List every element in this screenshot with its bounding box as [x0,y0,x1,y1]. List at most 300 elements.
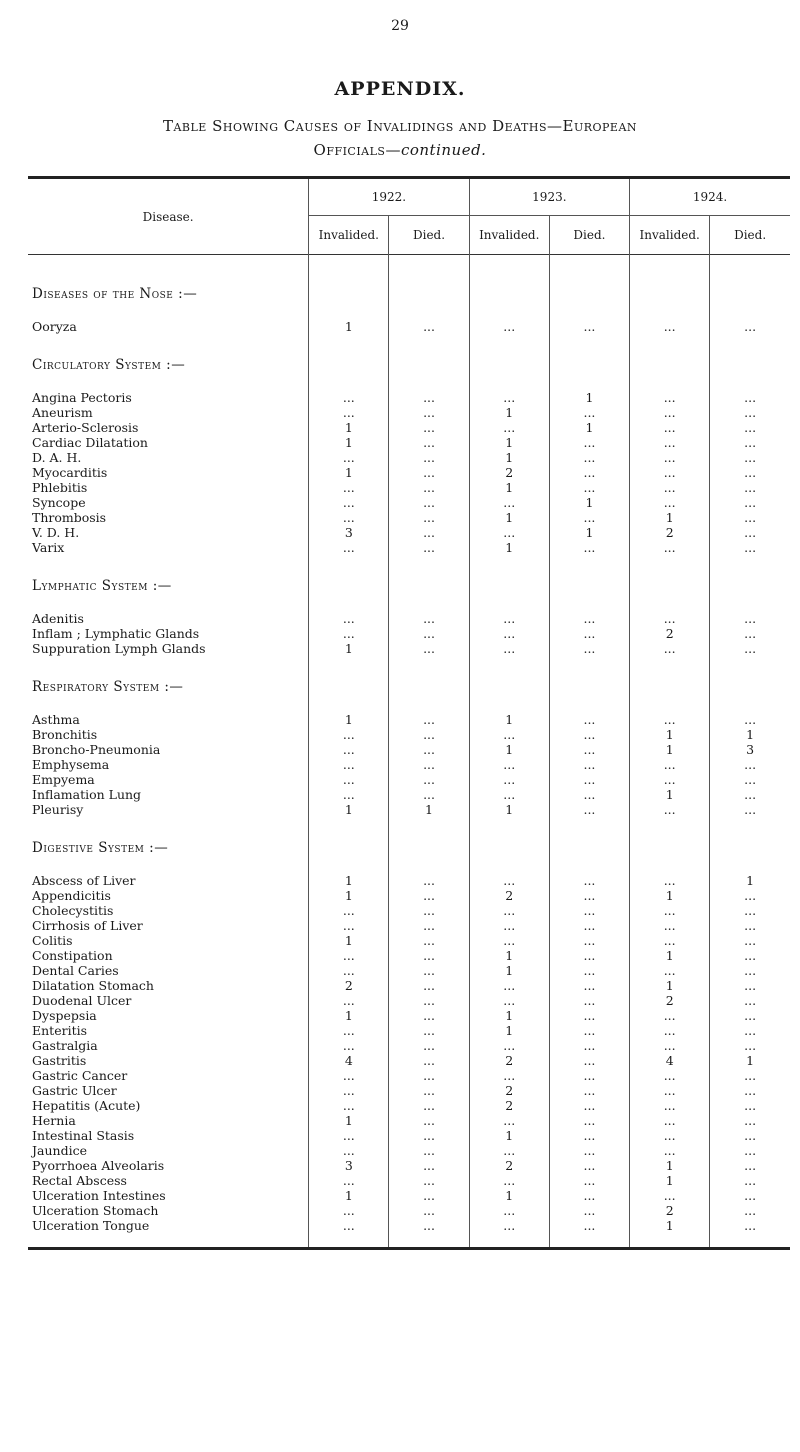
value-cell: ... [549,1158,629,1173]
value-cell: ... [549,1143,629,1158]
value-cell: ... [549,450,629,465]
value-cell: ... [549,435,629,450]
disease-name [28,465,309,480]
table-title-line2-italic: continued. [400,141,487,159]
value-cell: ... [710,918,790,933]
disease-name [28,540,309,555]
value-cell: ... [549,1188,629,1203]
value-cell: 1 [630,978,710,993]
value-cell: ... [630,1083,710,1098]
value-cell: 1 [469,405,549,420]
value-cell: ... [549,727,629,742]
value-cell: 2 [469,888,549,903]
table-row [28,757,790,772]
value-cell: ... [389,641,469,656]
value-cell: ... [469,933,549,948]
value-cell: 1 [309,1113,389,1128]
value-cell: ... [549,802,629,817]
value-cell: ... [710,903,790,918]
value-cell: ... [389,993,469,1008]
disease-name [28,1038,309,1053]
value-cell: ... [309,742,389,757]
table-row [28,510,790,525]
value-cell: ... [630,1038,710,1053]
disease-name [28,525,309,540]
value-cell: 4 [630,1053,710,1068]
value-cell: ... [309,993,389,1008]
value-cell: ... [389,1023,469,1038]
value-cell: ... [710,495,790,510]
disease-label: Adenitis [32,611,84,626]
disease-name [28,420,309,435]
value-cell: 1 [309,465,389,480]
value-cell: ... [309,757,389,772]
value-cell: ... [630,1128,710,1143]
disease-label: Emphysema [32,757,110,772]
value-cell: ... [469,390,549,405]
value-cell: 1 [309,802,389,817]
value-cell: ... [389,1188,469,1203]
value-cell: 1 [469,802,549,817]
value-cell: 1 [630,727,710,742]
disease-label: Dyspepsia [32,1008,97,1023]
value-cell: ... [549,742,629,757]
table-row [28,918,790,933]
disease-name [28,641,309,656]
value-cell: ... [309,1218,389,1233]
section-header-row [28,817,790,859]
disease-label: Dental Caries [32,963,119,978]
disease-name [28,450,309,465]
value-cell: ... [549,1113,629,1128]
value-cell: ... [389,772,469,787]
table-row [28,1098,790,1113]
value-cell: ... [389,1143,469,1158]
disease-name [28,802,309,817]
disease-name [28,933,309,948]
value-cell: ... [630,1113,710,1128]
value-cell: 2 [469,465,549,480]
value-cell: 3 [710,742,790,757]
value-cell: 1 [549,420,629,435]
table-row [28,1203,790,1218]
table-body [28,255,790,1249]
value-cell: ... [309,450,389,465]
value-cell: 1 [549,525,629,540]
value-cell: ... [549,1053,629,1068]
disease-label: Enteritis [32,1023,88,1038]
value-cell: ... [630,1023,710,1038]
value-cell: ... [389,712,469,727]
value-cell: ... [389,1218,469,1233]
table-row [28,450,790,465]
value-cell: 1 [469,1023,549,1038]
value-cell: ... [469,727,549,742]
value-cell: ... [309,1173,389,1188]
value-cell: ... [549,319,629,334]
disease-name [28,742,309,757]
value-cell: ... [389,626,469,641]
value-cell: ... [469,1113,549,1128]
value-cell: ... [710,933,790,948]
disease-label: Inflam ; Lymphatic Glands [32,626,200,641]
value-cell: ... [309,1068,389,1083]
value-cell: ... [630,390,710,405]
table-row [28,1053,790,1068]
disease-name [28,1128,309,1143]
value-cell: ... [309,510,389,525]
value-cell: ... [630,405,710,420]
table-row [28,903,790,918]
value-cell: ... [309,390,389,405]
value-cell: 1 [469,1008,549,1023]
value-cell: 1 [630,948,710,963]
value-cell: ... [389,435,469,450]
disease-name [28,611,309,626]
value-cell: ... [549,963,629,978]
value-cell: ... [469,873,549,888]
value-cell: ... [389,787,469,802]
disease-name [28,1083,309,1098]
sub-header-died-1922: Died. [389,216,469,255]
value-cell: 2 [630,525,710,540]
value-cell: ... [630,1098,710,1113]
value-cell: ... [309,1203,389,1218]
value-cell: ... [710,787,790,802]
causes-table-container [28,176,790,1250]
value-cell: ... [389,1038,469,1053]
disease-label: Dilatation Stomach [32,978,154,993]
table-row [28,525,790,540]
disease-label: Constipation [32,948,113,963]
value-cell: 1 [309,1008,389,1023]
value-cell: ... [710,757,790,772]
disease-label: Suppuration Lymph Glands [32,641,206,656]
table-title [0,114,800,162]
value-cell: ... [389,390,469,405]
value-cell: ... [389,757,469,772]
value-cell: ... [630,420,710,435]
value-cell: ... [630,1068,710,1083]
table-row [28,626,790,641]
table-title-line2-plain: Officials— [313,141,401,159]
value-cell: 1 [630,510,710,525]
value-cell: ... [710,1203,790,1218]
value-cell: ... [309,405,389,420]
value-cell: ... [710,712,790,727]
value-cell: 2 [469,1158,549,1173]
value-cell: ... [630,772,710,787]
value-cell: 1 [710,727,790,742]
value-cell: ... [630,540,710,555]
value-cell: ... [549,480,629,495]
table-title-line2 [0,138,800,162]
value-cell: ... [389,978,469,993]
value-cell: ... [389,1098,469,1113]
disease-name [28,390,309,405]
table-row [28,1128,790,1143]
value-cell: ... [549,405,629,420]
table-row [28,611,790,626]
value-cell: 2 [630,626,710,641]
disease-label: Angina Pectoris [32,390,132,405]
value-cell: ... [389,948,469,963]
disease-label: Cholecystitis [32,903,114,918]
disease-name [28,787,309,802]
value-cell: ... [389,1113,469,1128]
value-cell: ... [549,1173,629,1188]
value-cell: ... [710,1218,790,1233]
disease-name [28,727,309,742]
value-cell: ... [710,963,790,978]
value-cell: 1 [309,873,389,888]
value-cell: 1 [630,1218,710,1233]
value-cell: 1 [469,480,549,495]
value-cell: ... [710,772,790,787]
value-cell: ... [630,1008,710,1023]
value-cell: 1 [469,963,549,978]
value-cell: ... [710,1083,790,1098]
disease-name [28,1098,309,1113]
page-heading: APPENDIX. [334,78,466,100]
disease-name [28,626,309,641]
value-cell: ... [469,641,549,656]
value-cell: ... [549,1203,629,1218]
value-cell: ... [309,1143,389,1158]
value-cell: ... [710,611,790,626]
section-title: Circulatory System :— [32,356,186,373]
disease-label: Gastric Cancer [32,1068,128,1083]
value-cell: ... [710,540,790,555]
disease-label: Empyema [32,772,95,787]
value-cell: 1 [469,948,549,963]
table-row [28,1008,790,1023]
table-row [28,1113,790,1128]
value-cell: ... [710,525,790,540]
value-cell: 1 [309,319,389,334]
value-cell: ... [309,787,389,802]
value-cell: ... [710,1038,790,1053]
value-cell: ... [710,405,790,420]
value-cell: ... [389,510,469,525]
value-cell: 1 [309,420,389,435]
value-cell: ... [389,525,469,540]
disease-label: Rectal Abscess [32,1173,127,1188]
sub-header-invalided-1923: Invalided. [469,216,549,255]
value-cell: ... [549,641,629,656]
value-cell: 2 [630,993,710,1008]
table-row [28,641,790,656]
value-cell: ... [389,1068,469,1083]
disease-label: Colitis [32,933,73,948]
value-cell: ... [309,626,389,641]
section-header-row [28,555,790,597]
table-row [28,435,790,450]
value-cell: ... [469,1218,549,1233]
disease-name [28,888,309,903]
table-title-line1: Table Showing Causes of Invalidings and Deaths—European [162,117,638,135]
value-cell: 1 [469,742,549,757]
value-cell: 1 [549,390,629,405]
table-row [28,465,790,480]
value-cell: ... [549,903,629,918]
value-cell: 1 [469,712,549,727]
value-cell: 1 [710,873,790,888]
value-cell: ... [469,903,549,918]
disease-label: Arterio-Sclerosis [32,420,139,435]
value-cell: ... [469,993,549,1008]
value-cell: ... [389,405,469,420]
value-cell: 1 [309,712,389,727]
table-row [28,963,790,978]
section-title: Diseases of the Nose :— [32,285,198,302]
disease-name [28,1203,309,1218]
value-cell: ... [309,480,389,495]
value-cell: ... [630,1188,710,1203]
value-cell: ... [389,480,469,495]
value-cell: ... [389,918,469,933]
value-cell: ... [389,1008,469,1023]
value-cell: ... [710,390,790,405]
value-cell: ... [630,611,710,626]
disease-name [28,1218,309,1233]
value-cell: ... [710,626,790,641]
value-cell: ... [549,712,629,727]
sub-header-died-1924: Died. [710,216,790,255]
value-cell: ... [549,1068,629,1083]
value-cell: ... [549,626,629,641]
value-cell: ... [309,918,389,933]
table-row [28,1143,790,1158]
table-row [28,1068,790,1083]
value-cell: ... [630,1143,710,1158]
table-row [28,1173,790,1188]
disease-label: Varix [32,540,65,555]
value-cell: ... [630,465,710,480]
value-cell: 4 [309,1053,389,1068]
value-cell: ... [630,918,710,933]
value-cell: 3 [309,1158,389,1173]
value-cell: ... [469,319,549,334]
disease-name [28,1053,309,1068]
value-cell: ... [630,641,710,656]
disease-label: Intestinal Stasis [32,1128,135,1143]
value-cell: 1 [630,1158,710,1173]
value-cell: 1 [630,787,710,802]
table-row [28,480,790,495]
table-row [28,1188,790,1203]
value-cell: ... [549,993,629,1008]
value-cell: ... [309,963,389,978]
value-cell: ... [630,757,710,772]
disease-label: Pyorrhoea Alveolaris [32,1158,165,1173]
value-cell: ... [469,1038,549,1053]
disease-label: Abscess of Liver [32,873,136,888]
value-cell: ... [630,319,710,334]
disease-label: Ulceration Stomach [32,1203,159,1218]
value-cell: ... [630,495,710,510]
value-cell: ... [710,802,790,817]
table-row [28,888,790,903]
disease-label: Jaundice [32,1143,87,1158]
value-cell: ... [389,1173,469,1188]
page-number: 29 [391,18,409,34]
value-cell: ... [309,1023,389,1038]
disease-name [28,1068,309,1083]
value-cell: ... [309,1098,389,1113]
disease-label: Gastritis [32,1053,87,1068]
value-cell: 2 [469,1098,549,1113]
disease-name [28,978,309,993]
table-row [28,873,790,888]
value-cell: ... [389,888,469,903]
value-cell: ... [549,1038,629,1053]
table-row [28,978,790,993]
value-cell: 2 [630,1203,710,1218]
disease-label: Gastric Ulcer [32,1083,117,1098]
table-row [28,787,790,802]
table-row [28,495,790,510]
value-cell: ... [710,420,790,435]
value-cell: ... [549,540,629,555]
value-cell: ... [389,1053,469,1068]
table-row [28,712,790,727]
value-cell: 3 [309,525,389,540]
table-row [28,319,790,334]
table-row [28,1083,790,1098]
value-cell: ... [710,435,790,450]
value-cell: ... [389,742,469,757]
table-row [28,772,790,787]
value-cell: ... [710,465,790,480]
disease-name [28,963,309,978]
table-row [28,802,790,817]
value-cell: ... [469,495,549,510]
table-row [28,993,790,1008]
disease-name [28,1143,309,1158]
value-cell: ... [469,757,549,772]
disease-name [28,319,309,334]
value-cell: ... [309,1128,389,1143]
value-cell: ... [630,963,710,978]
value-cell: ... [630,933,710,948]
value-cell: ... [710,1008,790,1023]
table-row [28,1218,790,1233]
table-row [28,420,790,435]
table-row [28,933,790,948]
value-cell: ... [549,873,629,888]
value-cell: ... [710,1143,790,1158]
value-cell: 1 [309,933,389,948]
disease-label: Aneurism [32,405,93,420]
value-cell: ... [549,611,629,626]
sub-header-invalided-1922: Invalided. [309,216,389,255]
value-cell: 1 [309,888,389,903]
value-cell: ... [469,525,549,540]
value-cell: ... [309,903,389,918]
value-cell: ... [710,510,790,525]
disease-label: Asthma [32,712,80,727]
disease-label: Myocarditis [32,465,108,480]
sub-header-died-1923: Died. [549,216,629,255]
value-cell: ... [710,978,790,993]
disease-label: Appendicitis [32,888,111,903]
disease-label: Phlebitis [32,480,88,495]
disease-name [28,903,309,918]
value-cell: 1 [630,742,710,757]
value-cell: ... [309,948,389,963]
disease-name [28,772,309,787]
